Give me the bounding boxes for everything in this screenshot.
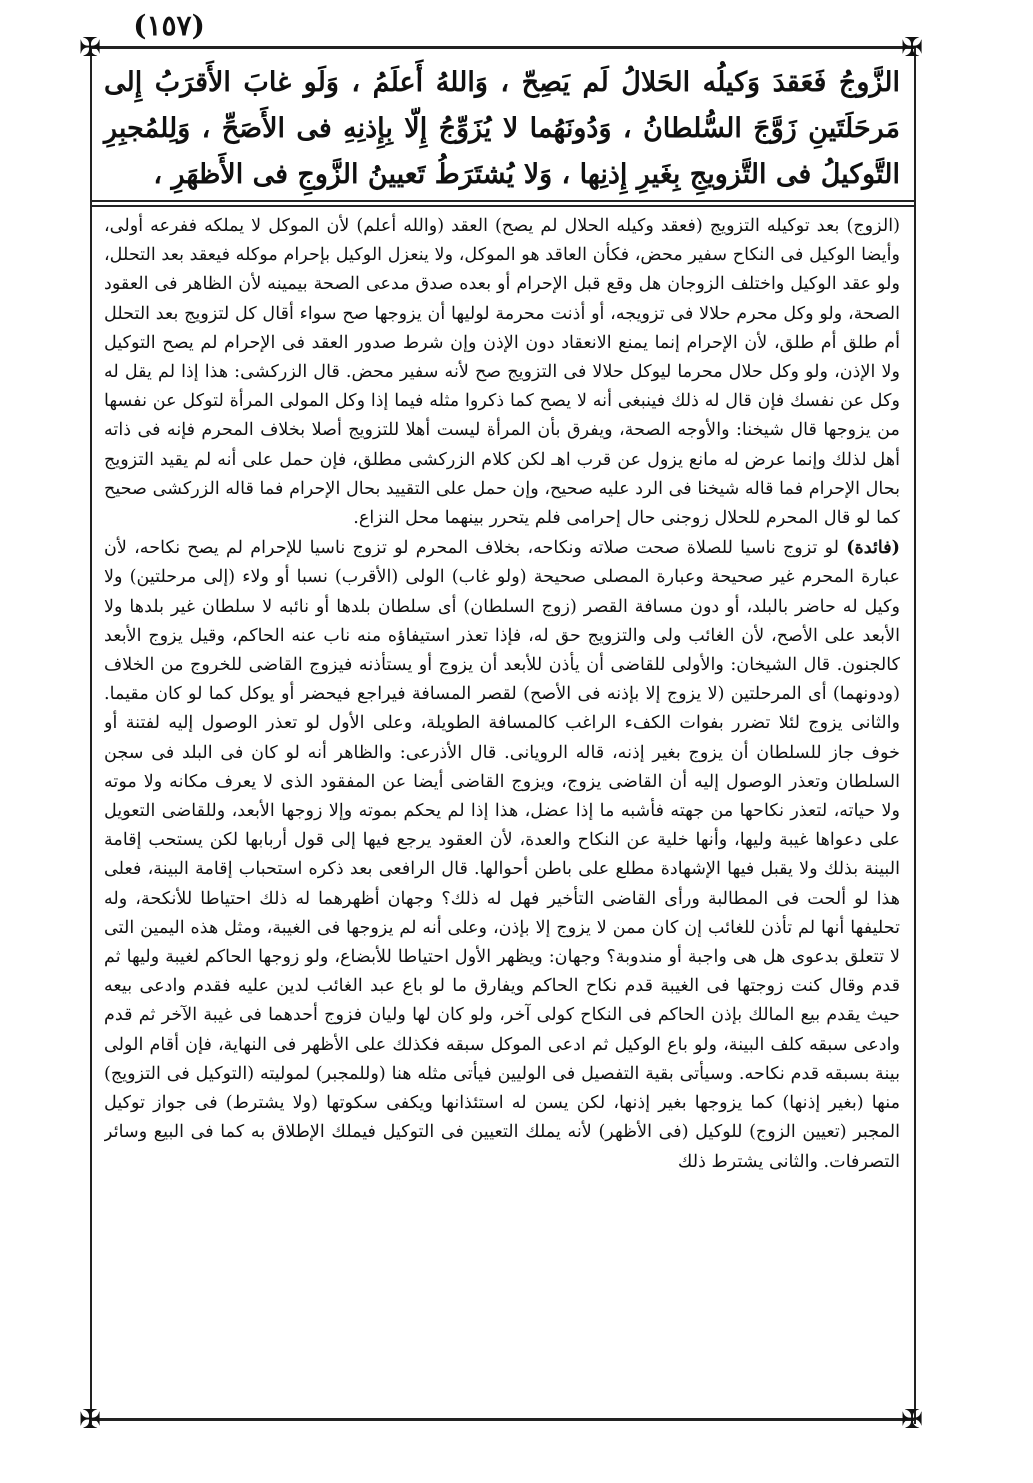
commentary-text — [104, 212, 900, 1412]
bottom-rule — [90, 1418, 914, 1421]
corner-ornament-icon: ✠ — [79, 1405, 101, 1435]
corner-ornament-icon: ✠ — [901, 33, 923, 63]
corner-ornament-icon: ✠ — [79, 33, 101, 63]
section-divider — [92, 205, 914, 207]
commentary-paragraph — [104, 533, 900, 1176]
faida-label: (فائدة) — [846, 537, 900, 559]
page-number: (١٥٧) — [133, 9, 205, 42]
corner-ornament-icon: ✠ — [901, 1405, 923, 1435]
main-text — [104, 60, 900, 198]
section-divider — [92, 200, 914, 202]
main-text-paragraph: الزَّوجُ فَعَقدَ وَكيلُه الحَلالُ لَم يَصِحّ ، وَاللهُ أَعلَمُ ، وَلَو غابَ الأَقرَبُ إِلى مَرحَلَتَينِ زَوَّجَ السُّلطانُ ، وَدُونَهُما لا يُزَوِّجُ إِلّا بِإِذنِهِ فى الأَصَحِّ ، وَلِلمُجبِرِ التَّوكيلُ فى التَّزويجِ بِغَيرِ إِذنِها ، وَلا يُشتَرَطُ تَعيينُ الزَّوجِ فى الأَظهَرِ ، — [104, 67, 900, 190]
commentary-paragraph-body: لو تزوج ناسيا للصلاة صحت صلاته ونكاحه، بخلاف المحرم لو تزوج ناسيا للإحرام لم يصح نكاحه، لأن عبارة المحرم غير صحيحة وعبارة المصلى صحيحة (ولو غاب) الولى (الأقرب) نسبا أو ولاء (إلى مرحلتين) ولا وكيل له حاضر بالبلد، أو دون مسافة القصر (زوج السلطان) أى سلطان بلدها أو نائبه لا سلطان غير بلدها ولا الأبعد على الأصح، لأن الغائب ولى والتزويج حق له، فإذا تعذر استيفاؤه منه ناب عنه الحاكم، وقيل يزوج الأبعد كالجنون. قال الشيخان: والأولى للقاضى أن يأذن للأبعد أن يزوج أو يستأذنه فيزوج القاضى للخروج من الخلاف (ودونهما) أى المرحلتين (لا يزوج إلا بإذنه فى الأصح) لقصر المسافة فيراجع فيحضر أو يوكل كما لو كان مقيما. والثانى يزوج لئلا تضرر بفوات الكفء الراغب كالمسافة الطويلة، وعلى الأول لو تعذر الوصول إليه لفتنة أو خوف جاز للسلطان أن يزوج بغير إذنه، قاله الرويانى. قال الأذرعى: والظاهر أنه لو كان فى البلد فى سجن السلطان وتعذر الوصول إليه أن القاضى يزوج، ويزوج القاضى أيضا عن المفقود الذى لا يعرف مكانه ولا موته ولا حياته، لتعذر نكاحها من جهته فأشبه ما إذا عضل، هذا إذا لم يحكم بموته وإلا زوجها الأبعد، وللقاضى التعويل على دعواها غيبة وليها، وأنها خلية عن النكاح والعدة، لأن العقود يرجع فيها إلى قول أربابها لكن يستحب إقامة البينة بذلك ولا يقبل فيها الإشهادة مطلع على باطن أحوالها. قال الرافعى بعد ذكره استحباب إقامة البينة، فعلى هذا لو ألحت فى المطالبة ورأى القاضى التأخير فهل له ذلك؟ وجهان أظهرهما له ذلك احتياطا للأنكحة، وله تحليفها أنها لم تأذن للغائب إن كان ممن لا يزوج إلا بإذن، وعلى أنه لم يزوجها فى الغيبة، ومثل هذه اليمين التى لا تتعلق بدعوى هل هى واجبة أو مندوبة؟ وجهان: ويظهر الأول احتياطا للأبضاع، ولو زوجها الحاكم لغيبة وليها ثم قدم وقال كنت زوجتها فى الغيبة قدم نكاح الحاكم ويفارق ما لو باع عبد الغائب لدين عليه فقدم وادعى بيعه حيث يقدم بيع المالك بإذن الحاكم فى النكاح كولى آخر، ولو كان لها وليان فزوج أحدهما فى غيبة الآخر ثم قدم وادعى سبقه كلف البينة، ولو باع الوكيل ثم ادعى الموكل سبقه فكذلك على الأظهر فى النهاية، فإن أقام الولى بينة بسبقه قدم نكاحه. وسيأتى بقية التفصيل فى الوليين فيأتى مثله هنا (وللمجبر) لموليته (التوكيل فى التزويج) منها (بغير إذنها) كما يزوجها بغير إذنها، لكن يسن له استئذانها ويكفى سكوتها (ولا يشترط) فى جواز توكيل المجبر (تعيين الزوج) للوكيل (فى الأظهر) لأنه يملك التعيين فى التوكيل فيملك الإطلاق به كما فى البيع وسائر التصرفات. والثانى يشترط ذلك — [104, 538, 900, 1172]
commentary-paragraph: (الزوج) بعد توكيله التزويج (فعقد وكيله الحلال لم يصح) العقد (والله أعلم) لأن الموكل لا يملكه ففرعه أولى، وأيضا الوكيل فى النكاح سفير محض، فكأن العاقد هو الموكل، ولا ينعزل الوكيل بإحرام موكله فيعقد بعد التحلل، ولو عقد الوكيل واختلف الزوجان هل وقع قبل الإحرام أو بعده صدق مدعى الصحة بيمينه لأن الظاهر فى العقود الصحة، ولو وكل محرم حلالا فى تزويجه، أو أذنت محرمة لوليها أن يزوجها صح سواء أقال كل لتزويج بعد التحلل أم طلق أم طلق، لأن الإحرام إنما يمنع الانعقاد دون الإذن وإن شرط صدور العقد فى الإحرام لم يصح التوكيل ولا الإذن، ولو وكل حلال محرما ليوكل حلالا فى التزويج صح لأنه سفير محض. قال الزركشى: هذا إذا لم يقل له وكل عن نفسك فإن قال له ذلك فينبغى أنه لا يصح كما ذكروا مثله فيما إذا وكل المولى المرأة لتوكل عن نفسها من يزوجها قال شيخنا: والأوجه الصحة، ويفرق بأن المرأة ليست أهلا للتزويج أصلا بخلاف المحرم فإنه فى ذاته أهل لذلك وإنما عرض له مانع يزول عن قرب اهـ لكن كلام الزركشى مطلق، فإن حمل على أنه لم يقيد التزويج بحال الإحرام فما قاله شيخنا فى الرد عليه صحيح، وإن حمل على التقييد بحال الإحرام فما قاله الزركشى صحيح كما لو قال المحرم للحلال زوجنى حال إحرامى فلم يتحرر بينهما محل النزاع. — [104, 216, 900, 529]
